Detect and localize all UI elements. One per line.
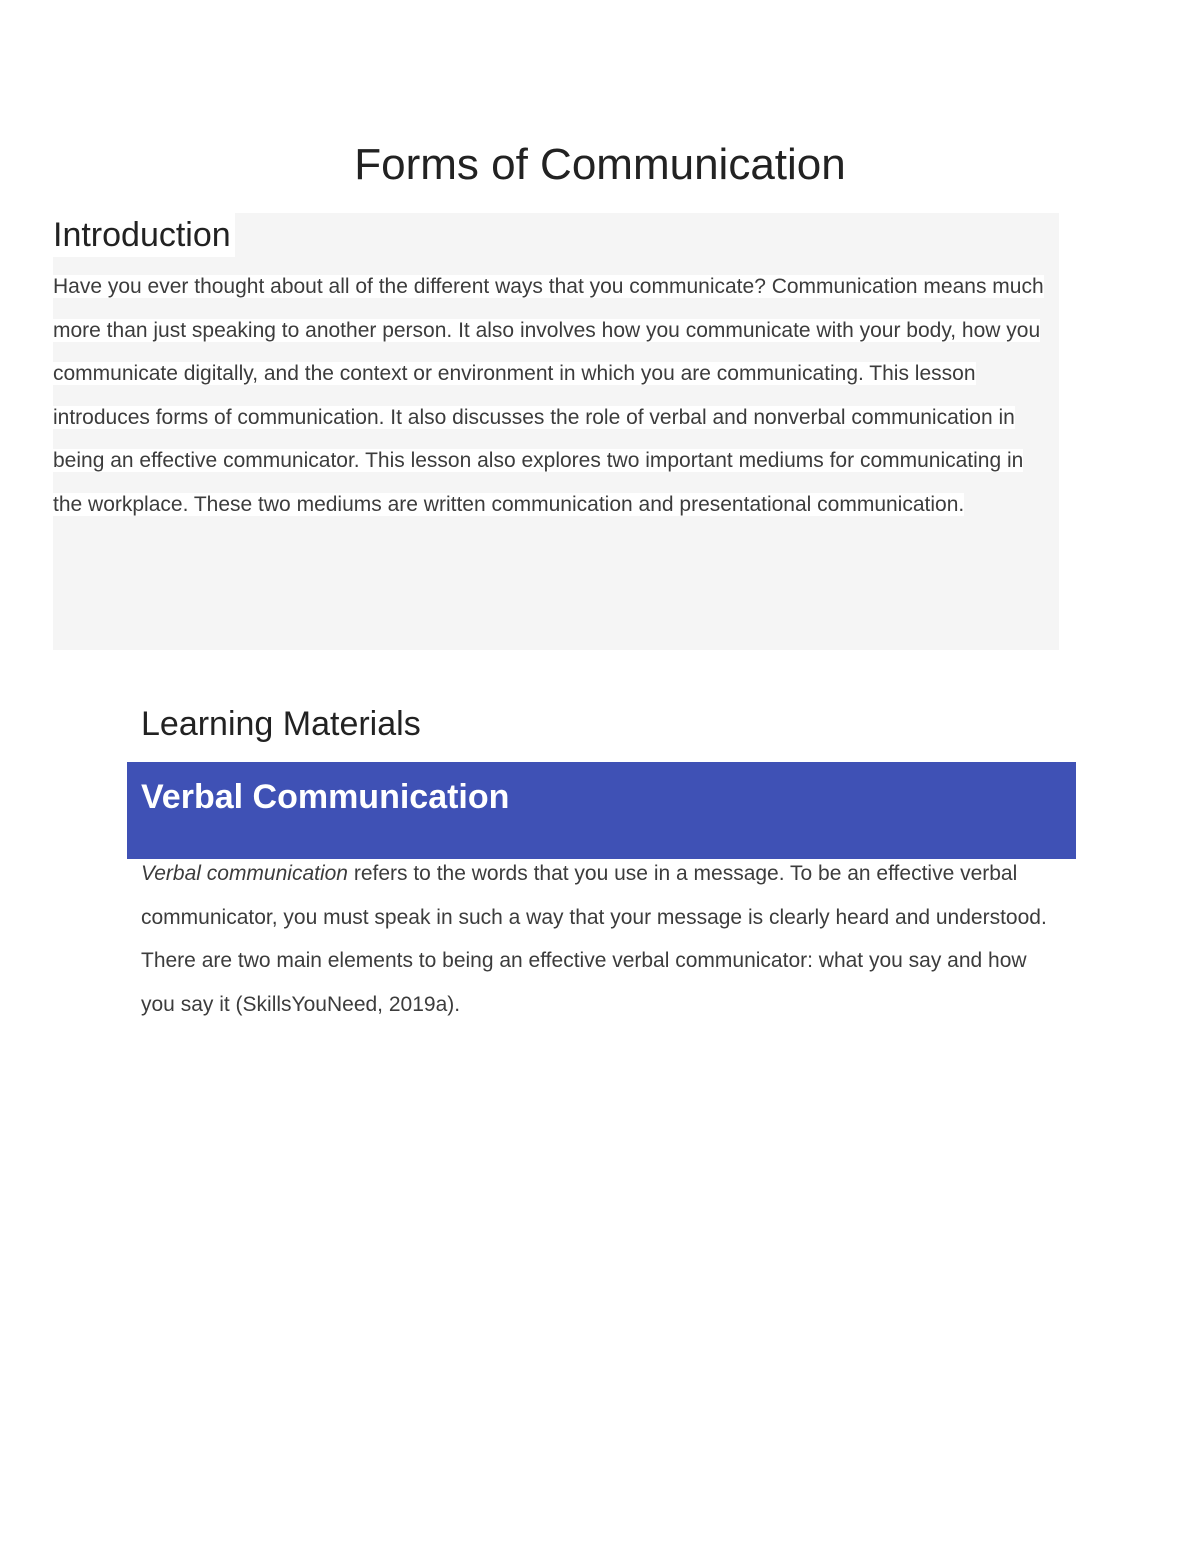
section-body: refers to the words that you use in a message. To be an effective verbal communicator, you must speak in such a way that your message is clearly heard and understood. There are two main elements to being an effective verbal communicator: what you say and how you say it (SkillsYouNeed, 2019a). <box>141 862 1047 1016</box>
section-term: Verbal communication <box>141 862 348 885</box>
introduction-text: Have you ever thought about all of the different ways that you communicate? Communication means much more than just speaking to another person. It also involves how you communicate with your body, how you communicate digitally, and the context or environment in which you are communicating. This lesson introduces forms of communication. It also discusses the role of verbal and nonverbal communication in being an effective communicator. This lesson also explores two important mediums for communicating in the workplace. These two mediums are written communication and presentational communication. <box>53 275 1044 516</box>
section-title: Verbal Communication <box>141 778 510 816</box>
introduction-heading: Introduction <box>53 213 235 257</box>
section-paragraph <box>141 852 1066 1026</box>
introduction-paragraph <box>53 265 1053 526</box>
page-title: Forms of Communication <box>354 140 846 189</box>
learning-materials-heading: Learning Materials <box>141 705 421 743</box>
